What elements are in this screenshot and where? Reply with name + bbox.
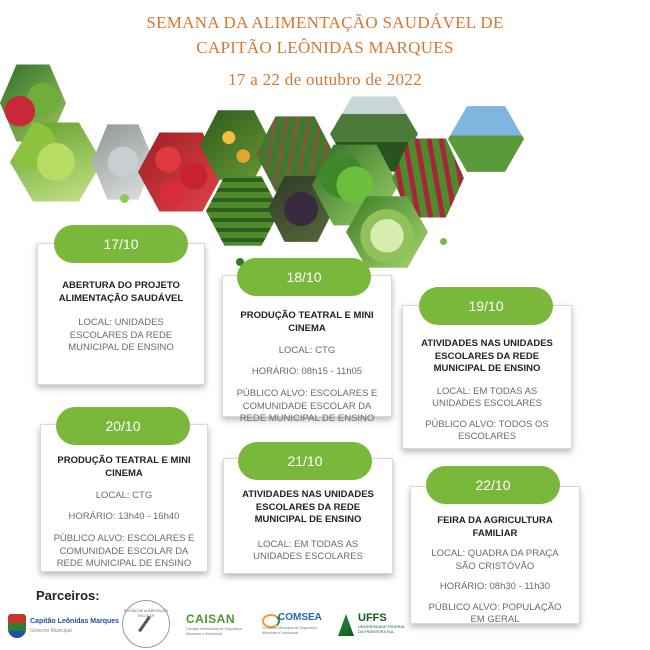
event-title: ABERTURA DO PROJETO ALIMENTAÇÃO SAUDÁVEL [58,280,184,304]
event-dates: 17 a 22 de outubro de 2022 [228,70,422,89]
event-card-19-10 [402,305,572,449]
event-card-body [51,455,197,579]
event-location: LOCAL: QUADRA DA PRAÇA SÃO CRISTÓVÃO [431,548,559,572]
logo-caisan [186,612,252,642]
event-title-line1: SEMANA DA ALIMENTAÇÃO SAUDÁVEL DE [146,13,504,32]
date-badge-18-10: 18/10 [237,258,371,296]
event-title: ATIVIDADES NAS UNIDADES ESCOLARES DA REDE MUNICIPAL DE ENSINO [421,338,553,374]
uffs-leaf-icon [338,614,354,636]
event-time: HORÁRIO: 13h40 - 16h40 [68,510,180,522]
event-card-body [234,489,382,572]
event-audience: PÚBLICO ALVO: ESCOLARES E COMUNIDADE ESCOLAR DA REDE MUNICIPAL DE ENSINO [236,388,378,424]
event-location: LOCAL: CTG [95,490,153,501]
event-card-18-10 [222,275,392,424]
sky-garden-photo [448,104,524,174]
event-card-17-10 [37,243,205,385]
event-card-20-10 [40,424,208,572]
logo-uffs [338,612,408,642]
event-location: LOCAL: EM TODAS AS UNIDADES ESCOLARES [432,385,542,409]
logo-name: Capitão Leônidas Marques [30,618,120,625]
event-audience: PÚBLICO ALVO: POPULAÇÃO EM GERAL [428,601,562,625]
logo-subtitle: Governo Municipal [30,628,72,634]
logo-subtitle: Conselho Municipal de Segurança Alimentar e Nutricional [262,626,317,635]
event-audience: PÚBLICO ALVO: TODOS OS ESCOLARES [425,418,549,442]
decorative-dot [440,238,447,245]
seedlings-photo [206,174,280,248]
event-time: HORÁRIO: 08h15 - 11h05 [251,365,363,377]
date-badge-20-10: 20/10 [56,407,190,445]
logo-name: UFFS [358,612,387,624]
event-card-body [48,280,194,363]
event-card-22-10 [410,486,580,624]
logo-capitao-leonidas-marques [8,612,120,644]
event-location: LOCAL: UNIDADES ESCOLARES DA REDE MUNICIPAL DE ENSINO [68,317,174,353]
event-title-line2: CAPITÃO LEÔNIDAS MARQUES [196,38,454,57]
event-title: FEIRA DA AGRICULTURA FAMILIAR [437,515,553,539]
logo-name: CAISAN [186,612,236,626]
event-card-body [413,338,561,452]
logo-subtitle: Câmara Intersetorial de Segurança Alimentar e Nutricional [186,627,242,636]
partners-label: Parceiros: [36,588,100,603]
event-card-body [233,310,381,434]
event-audience: PÚBLICO ALVO: ESCOLARES E COMUNIDADE ESCOLAR DA REDE MUNICIPAL DE ENSINO [53,533,195,569]
logo-comsea [262,612,332,642]
decorative-dot [120,194,129,203]
logo-name: DIVISÃO DE ALIMENTAÇÃO ESCOLAR [123,609,169,618]
event-time: HORÁRIO: 08h30 - 11h30 [439,581,551,592]
event-card-body [421,515,569,635]
coat-of-arms-icon [8,614,26,638]
event-location: LOCAL: CTG [278,345,336,356]
event-title: PRODUÇÃO TEATRAL E MINI CINEMA [240,310,374,334]
logo-subtitle: UNIVERSIDADE FEDERAL DA FRONTEIRA SUL [358,625,405,634]
event-title: PRODUÇÃO TEATRAL E MINI CINEMA [57,455,191,479]
date-badge-17-10: 17/10 [54,225,188,263]
logo-divisao-alimentacao-escolar [122,600,170,648]
date-badge-22-10: 22/10 [426,466,560,504]
logo-name: COMSEA [278,612,322,623]
date-badge-19-10: 19/10 [419,287,553,325]
event-location: LOCAL: EM TODAS AS UNIDADES ESCOLARES [253,538,363,562]
date-badge-21-10: 21/10 [238,442,372,480]
event-title: ATIVIDADES NAS UNIDADES ESCOLARES DA REDE MUNICIPAL DE ENSINO [242,489,374,525]
